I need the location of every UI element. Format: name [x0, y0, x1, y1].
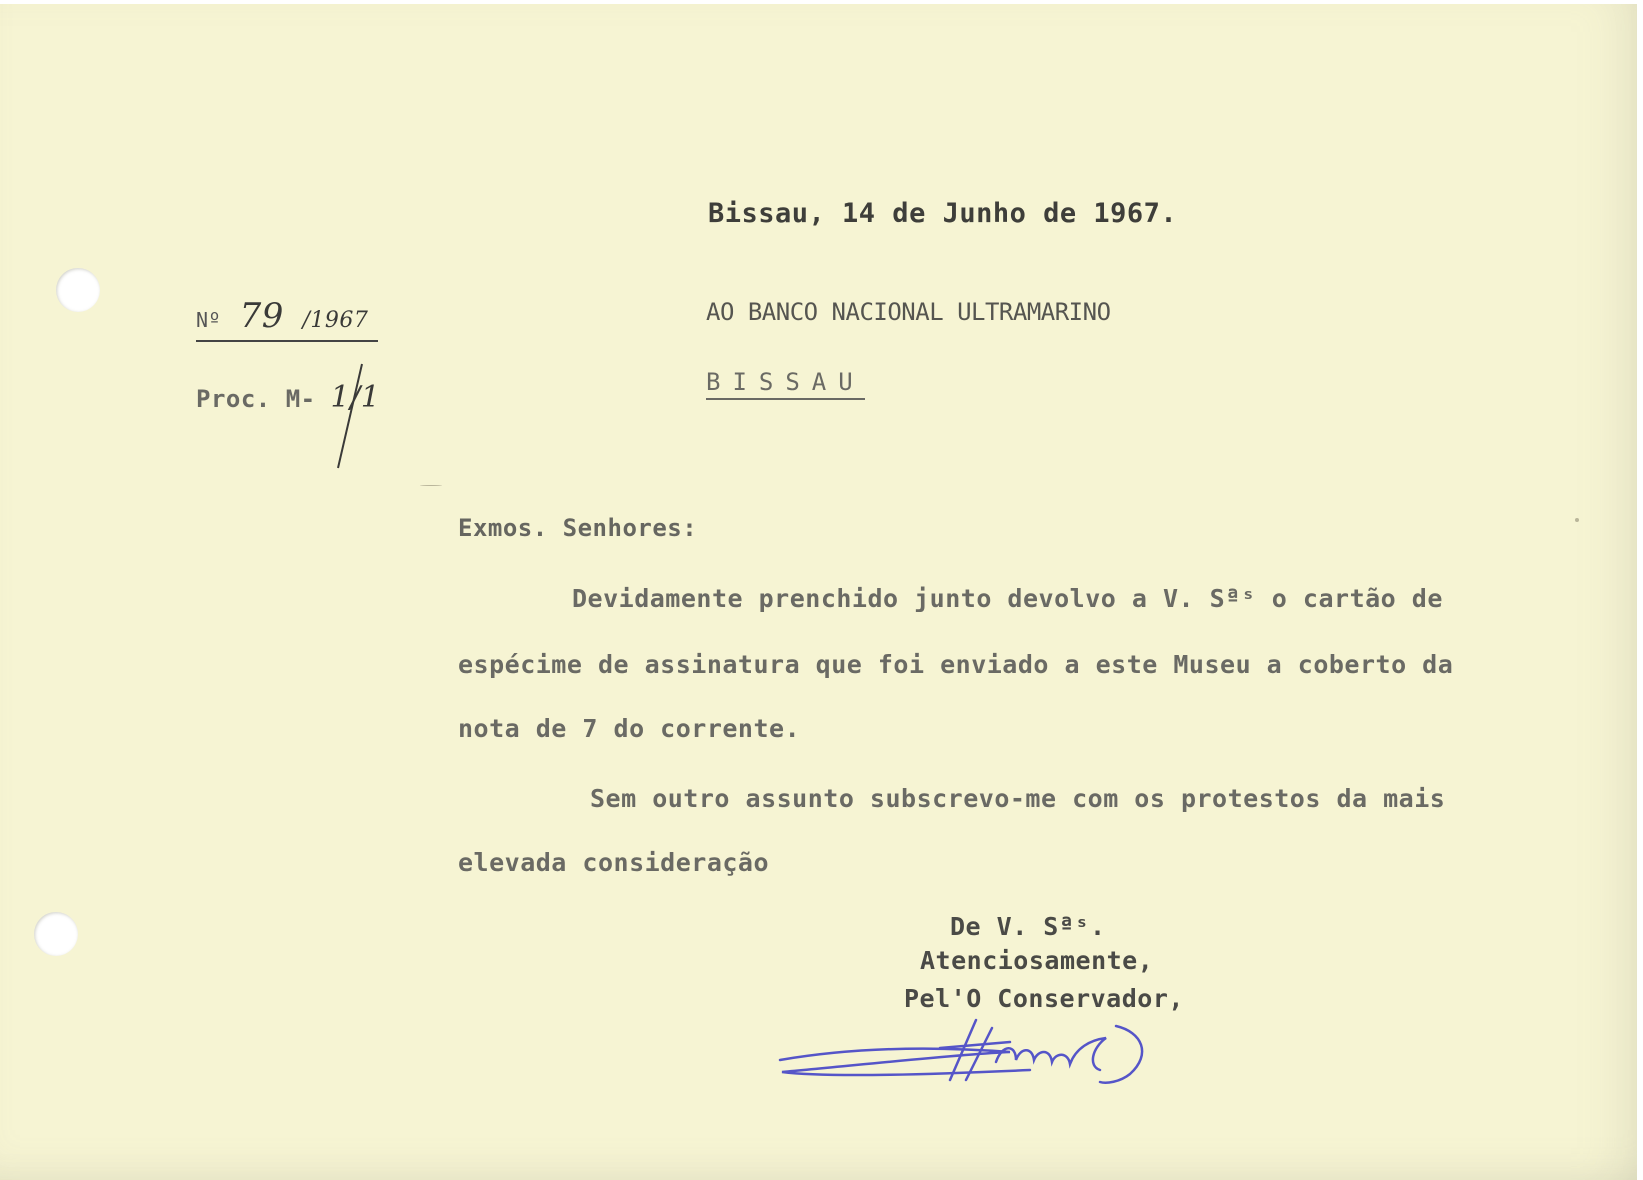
salutation: Exmos. Senhores:: [458, 514, 698, 542]
body-paragraph1-line3: nota de 7 do corrente.: [458, 714, 801, 743]
process-slash-stroke: [320, 360, 400, 470]
paper-speck: [1575, 518, 1579, 522]
reference-number-prefix: Nº: [196, 308, 222, 332]
scan-border-top: [0, 0, 1643, 4]
closing-line3: Pel'O Conservador,: [904, 984, 1184, 1013]
addressee-city: BISSAU: [706, 368, 865, 400]
addressee-name: AO BANCO NACIONAL ULTRAMARINO: [706, 298, 1111, 326]
closing-line1: De V. Sªˢ.: [950, 912, 1106, 941]
process-label: Proc. M-: [196, 385, 316, 413]
body-paragraph2-line2: elevada consideração: [458, 848, 770, 877]
date-line: Bissau, 14 de Junho de 1967.: [708, 198, 1178, 229]
process-handwritten: 1/1: [330, 380, 381, 415]
punch-hole-lower: [34, 912, 78, 956]
closing-line2: Atenciosamente,: [920, 946, 1154, 975]
reference-number-handwritten: 79: [239, 296, 284, 336]
paper-mark: [420, 485, 442, 486]
scan-border-right: [1637, 0, 1643, 1180]
body-paragraph1-line1: Devidamente prenchido junto devolvo a V. Sªˢ o cartão de: [572, 584, 1443, 613]
reference-year: /1967: [302, 308, 369, 333]
body-paragraph2-line1: Sem outro assunto subscrevo-me com os protestos da mais: [590, 784, 1446, 813]
handwritten-signature: [770, 1008, 1210, 1098]
reference-number: [196, 296, 378, 342]
punch-hole-upper: [56, 268, 100, 312]
body-paragraph1-line2: espécime de assinatura que foi enviado a este Museu a coberto da: [458, 650, 1454, 679]
